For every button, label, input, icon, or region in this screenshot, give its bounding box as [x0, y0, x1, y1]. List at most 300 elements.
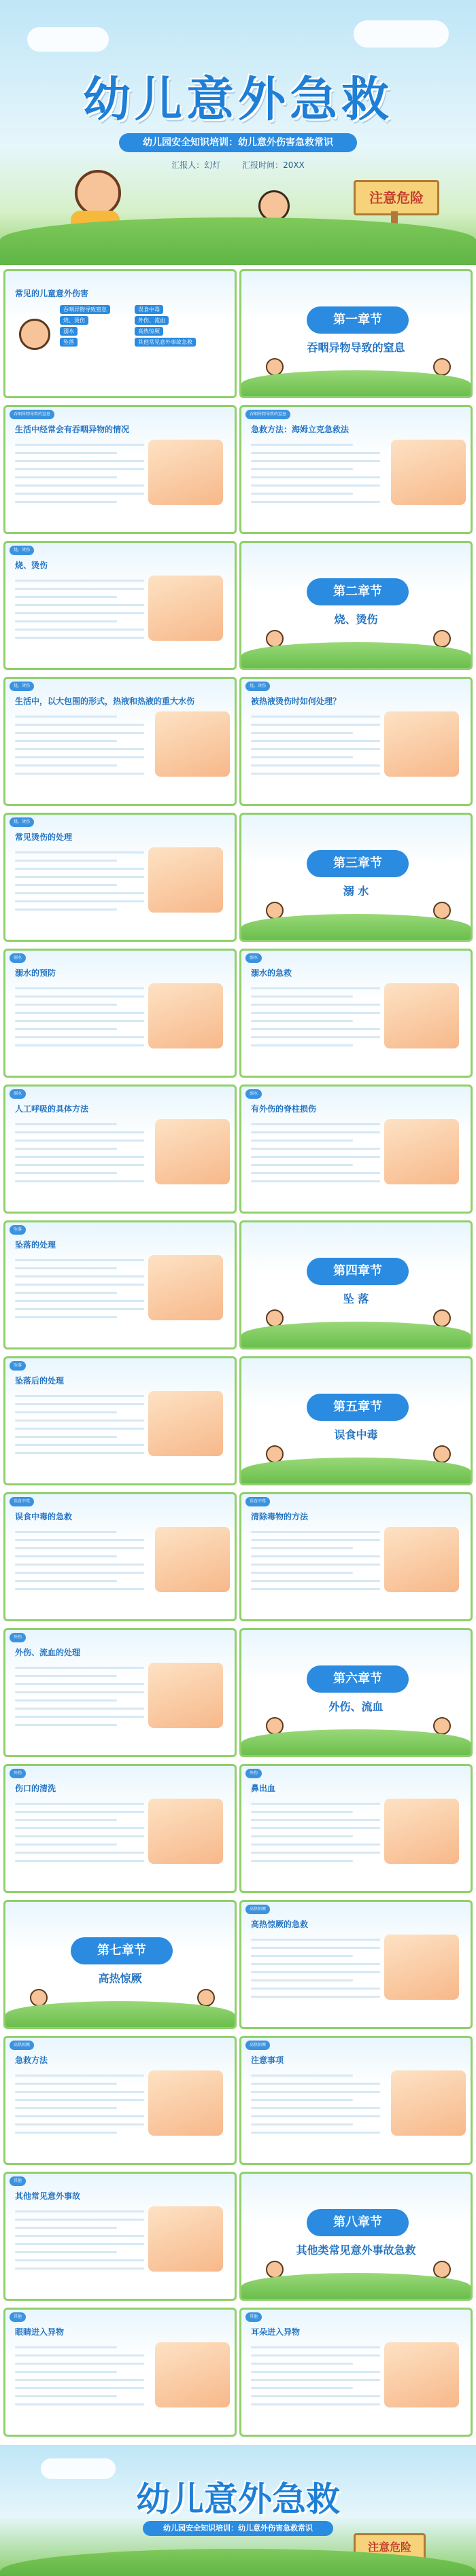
- slide-header-tag: 溺水: [10, 1089, 26, 1099]
- text-line-placeholder: [15, 1667, 144, 1669]
- slide-illustration: [384, 1119, 459, 1184]
- text-line-placeholder: [15, 1148, 117, 1150]
- text-line-placeholder: [15, 460, 144, 462]
- slide-illustration: [384, 1935, 459, 2000]
- text-line-placeholder: [251, 2075, 353, 2077]
- text-line-placeholder: [15, 1835, 144, 1837]
- section-badge: 第三章节: [307, 850, 409, 877]
- text-line-placeholder: [15, 1020, 144, 1022]
- slide-title: 溺水的急救: [251, 968, 292, 978]
- section-badge: 第一章节: [307, 306, 409, 334]
- slide-title: 急救方法: [15, 2055, 48, 2065]
- text-line-placeholder: [15, 1708, 144, 1710]
- slide-title: 高热惊厥的急救: [251, 1920, 309, 1929]
- slide-thumbnail[interactable]: [3, 1764, 237, 1893]
- warning-sign: 注意危险: [354, 180, 439, 215]
- text-line-placeholder: [251, 460, 380, 462]
- slide-thumbnail[interactable]: [239, 1900, 473, 2029]
- text-line-placeholder: [15, 851, 144, 853]
- section-title: 外伤、流血: [328, 1700, 384, 1713]
- girl-illustration: [75, 170, 121, 216]
- grass-decoration: [241, 2273, 471, 2299]
- slide-header-tag: 烧、烫伤: [10, 546, 34, 555]
- text-line-placeholder: [15, 1860, 144, 1862]
- slide-thumbnail[interactable]: [239, 1220, 473, 1349]
- text-line-placeholder: [15, 1316, 117, 1318]
- text-line-placeholder: [15, 2251, 117, 2253]
- section-badge: 第二章节: [307, 578, 409, 605]
- text-line-placeholder: [15, 1531, 117, 1533]
- toc-item: 其他常见意外事故急救: [135, 338, 196, 347]
- slide-title: 生活中，以大包围的形式，热液和热液的重大水伤: [15, 696, 195, 706]
- slide-thumbnail[interactable]: [239, 949, 473, 1078]
- child-illustration: [197, 1989, 215, 2007]
- text-line-placeholder: [251, 1580, 380, 1582]
- text-line-placeholder: [15, 1259, 144, 1261]
- text-line-placeholder: [15, 2083, 117, 2085]
- text-line-placeholder: [251, 732, 353, 734]
- text-line-placeholder: [15, 732, 144, 734]
- text-line-placeholder: [251, 1819, 380, 1821]
- slide-illustration: [148, 576, 223, 641]
- section-title: 吞咽异物导致的窒息: [307, 341, 405, 354]
- text-line-placeholder: [15, 1803, 144, 1805]
- child-illustration: [433, 902, 451, 919]
- text-line-placeholder: [251, 493, 353, 495]
- slide-thumbnail[interactable]: [239, 1356, 473, 1485]
- slide-title: 溺水的预防: [15, 968, 56, 978]
- text-line-placeholder: [251, 444, 353, 446]
- text-line-placeholder: [251, 2403, 380, 2405]
- cover-meta: [0, 159, 476, 171]
- text-line-placeholder: [15, 1028, 117, 1030]
- text-line-placeholder: [251, 1843, 380, 1846]
- slide-illustration: [148, 2070, 223, 2136]
- text-line-placeholder: [15, 2075, 144, 2077]
- text-line-placeholder: [15, 1292, 117, 1294]
- text-line-placeholder: [15, 740, 117, 742]
- text-line-placeholder: [15, 1716, 144, 1718]
- text-line-placeholder: [251, 716, 380, 718]
- cloud-decoration: [354, 20, 449, 48]
- text-line-placeholder: [251, 2123, 353, 2125]
- text-line-placeholder: [15, 860, 117, 862]
- slide-thumbnail[interactable]: [3, 949, 237, 1078]
- text-line-placeholder: [15, 2354, 144, 2357]
- text-line-placeholder: [15, 1403, 144, 1405]
- presenter-text: 汇报人：幻灯: [171, 160, 221, 170]
- slide-illustration: [384, 1799, 459, 1864]
- toc-item: 误食中毒: [135, 305, 163, 314]
- section-title: 误食中毒: [334, 1428, 378, 1441]
- text-line-placeholder: [15, 1547, 144, 1549]
- grass-decoration: [241, 1458, 471, 1483]
- text-line-placeholder: [15, 604, 144, 606]
- text-line-placeholder: [251, 1852, 380, 1854]
- section-badge: 第五章节: [307, 1394, 409, 1421]
- text-line-placeholder: [15, 2219, 144, 2221]
- text-line-placeholder: [251, 995, 353, 998]
- text-line-placeholder: [251, 1547, 353, 1549]
- text-line-placeholder: [251, 1835, 353, 1837]
- grass-decoration: [0, 217, 476, 265]
- slide-header-tag: 溺水: [10, 953, 26, 963]
- text-line-placeholder: [15, 588, 144, 590]
- slide-title: 清除毒物的方法: [251, 1512, 309, 1521]
- text-line-placeholder: [251, 1555, 380, 1557]
- child-illustration: [433, 1309, 451, 1327]
- text-line-placeholder: [15, 2268, 144, 2270]
- text-line-placeholder: [15, 1395, 144, 1397]
- warning-sign: 注意危险: [354, 2533, 426, 2562]
- date-text: 汇报时间：20XX: [242, 160, 305, 170]
- text-line-placeholder: [15, 2259, 144, 2261]
- text-line-placeholder: [15, 444, 144, 446]
- slide-thumbnail[interactable]: [3, 541, 237, 670]
- text-line-placeholder: [15, 1699, 117, 1701]
- text-line-placeholder: [15, 580, 144, 582]
- slide-thumbnail[interactable]: [3, 1356, 237, 1485]
- text-line-placeholder: [15, 476, 117, 478]
- text-line-placeholder: [251, 764, 380, 766]
- text-line-placeholder: [15, 2387, 144, 2389]
- slide-thumbnail[interactable]: [239, 1084, 473, 1214]
- text-line-placeholder: [15, 748, 144, 750]
- slide-illustration: [148, 2206, 223, 2272]
- text-line-placeholder: [15, 1691, 144, 1693]
- text-line-placeholder: [251, 484, 380, 487]
- slide-thumbnail[interactable]: [239, 2036, 473, 2165]
- text-line-placeholder: [251, 1172, 380, 1174]
- slide-header-tag: 误食中毒: [245, 1497, 270, 1506]
- text-line-placeholder: [15, 1819, 117, 1821]
- slide-thumbnail[interactable]: [3, 2172, 237, 2301]
- text-line-placeholder: [251, 1988, 380, 1990]
- child-illustration: [433, 630, 451, 648]
- text-line-placeholder: [15, 1180, 144, 1182]
- grass-decoration: [241, 370, 471, 396]
- child-illustration: [433, 2261, 451, 2278]
- toc-item: 溺水: [60, 327, 78, 336]
- slide-thumbnail[interactable]: [3, 2036, 237, 2165]
- slide-thumbnail[interactable]: [239, 2308, 473, 2437]
- slide-header-tag: 坠落: [10, 1361, 26, 1371]
- text-line-placeholder: [251, 748, 380, 750]
- text-line-placeholder: [15, 1284, 144, 1286]
- text-line-placeholder: [15, 1827, 144, 1829]
- cloud-decoration: [27, 27, 109, 52]
- text-line-placeholder: [15, 2395, 117, 2397]
- text-line-placeholder: [15, 1444, 144, 1446]
- slide-thumbnail[interactable]: [239, 813, 473, 942]
- section-badge: 第四章节: [307, 1258, 409, 1285]
- slide-header-tag: 烧、烫伤: [245, 682, 270, 691]
- slide-thumbnail[interactable]: [239, 405, 473, 534]
- text-line-placeholder: [251, 1004, 380, 1006]
- slide-header-tag: 其他: [10, 2176, 26, 2186]
- text-line-placeholder: [251, 2379, 380, 2381]
- text-line-placeholder: [15, 1852, 144, 1854]
- text-line-placeholder: [251, 2371, 380, 2373]
- slide-title: 被热液烫伤时如何处理？: [251, 696, 341, 706]
- text-line-placeholder: [251, 1947, 380, 1949]
- grass-decoration: [241, 1322, 471, 1347]
- text-line-placeholder: [251, 1156, 380, 1158]
- text-line-placeholder: [251, 476, 380, 478]
- text-line-placeholder: [15, 2371, 117, 2373]
- toc-item: 高热惊厥: [135, 327, 163, 336]
- slide-header-tag: 外伤: [10, 1769, 26, 1778]
- slide-header-tag: 烧、烫伤: [10, 817, 34, 827]
- ending-title: 幼儿意外急救: [136, 2480, 340, 2519]
- text-line-placeholder: [251, 1131, 380, 1133]
- section-title: 其他类常见意外事故急救: [296, 2244, 416, 2257]
- text-line-placeholder: [15, 1156, 144, 1158]
- text-line-placeholder: [15, 2403, 144, 2405]
- slide-thumbnail[interactable]: [3, 1084, 237, 1214]
- text-line-placeholder: [251, 1827, 380, 1829]
- slide-thumbnail[interactable]: [239, 1628, 473, 1757]
- slide-header-tag: 其他: [10, 2312, 26, 2322]
- text-line-placeholder: [251, 1860, 353, 1862]
- slide-header-tag: 坠落: [10, 1225, 26, 1235]
- slide-thumbnail[interactable]: [3, 1628, 237, 1757]
- slide-header-tag: 外伤: [10, 1633, 26, 1642]
- slide-title: 误食中毒的急救: [15, 1512, 73, 1521]
- section-badge: 第八章节: [307, 2209, 409, 2236]
- text-line-placeholder: [251, 987, 380, 989]
- text-line-placeholder: [251, 1028, 380, 1030]
- cover-subtitle: 幼儿园安全知识培训：幼儿意外伤害急救常识: [119, 133, 357, 152]
- text-line-placeholder: [15, 995, 144, 998]
- slide-title: 鼻出血: [251, 1784, 276, 1793]
- slide-title: 常见的儿童意外伤害: [15, 289, 89, 298]
- text-line-placeholder: [15, 892, 144, 894]
- text-line-placeholder: [15, 1275, 144, 1277]
- text-line-placeholder: [15, 620, 117, 622]
- grass-decoration: [241, 914, 471, 940]
- slide-illustration: [384, 711, 459, 777]
- cover-slide: [0, 0, 476, 265]
- text-line-placeholder: [15, 1539, 144, 1541]
- slide-title: 生活中经常会有吞咽异物的情况: [15, 425, 130, 434]
- text-line-placeholder: [15, 756, 144, 758]
- text-line-placeholder: [251, 2099, 353, 2101]
- text-line-placeholder: [15, 1012, 144, 1014]
- text-line-placeholder: [251, 1539, 380, 1541]
- slide-thumbnail[interactable]: [3, 813, 237, 942]
- text-line-placeholder: [251, 1164, 353, 1166]
- text-line-placeholder: [15, 468, 144, 470]
- toc-item: 外伤、流血: [135, 316, 169, 325]
- slide-thumbnail[interactable]: [239, 2172, 473, 2301]
- slide-title: 常见烫伤的处理: [15, 832, 73, 842]
- slide-thumbnail[interactable]: [3, 1492, 237, 1621]
- text-line-placeholder: [251, 1811, 353, 1813]
- text-line-placeholder: [15, 1555, 117, 1557]
- text-line-placeholder: [251, 756, 353, 758]
- text-line-placeholder: [15, 501, 117, 503]
- slide-illustration: [384, 983, 459, 1048]
- grass-decoration: [241, 1729, 471, 1755]
- slide-thumbnail[interactable]: [239, 269, 473, 398]
- text-line-placeholder: [251, 1123, 380, 1125]
- slide-illustration: [148, 440, 223, 505]
- text-line-placeholder: [15, 2099, 144, 2101]
- slide-thumbnail[interactable]: [3, 677, 237, 806]
- toc-item: 坠落: [60, 338, 78, 347]
- text-line-placeholder: [15, 2107, 117, 2109]
- text-line-placeholder: [15, 493, 144, 495]
- slide-thumbnail[interactable]: [239, 1492, 473, 1621]
- text-line-placeholder: [15, 1164, 144, 1166]
- text-line-placeholder: [15, 1036, 144, 1038]
- section-title: 烧、烫伤: [334, 613, 378, 626]
- text-line-placeholder: [251, 1955, 353, 1957]
- slide-header-tag: 吞咽异物导致的窒息: [10, 410, 54, 419]
- text-line-placeholder: [15, 2363, 144, 2365]
- text-line-placeholder: [15, 2346, 117, 2348]
- text-line-placeholder: [15, 1452, 144, 1454]
- text-line-placeholder: [251, 1939, 380, 1941]
- text-line-placeholder: [15, 1308, 144, 1310]
- ending-subtitle: 幼儿园安全知识培训：幼儿意外伤害急救常识: [143, 2521, 333, 2536]
- toc-item: 烧、烫伤: [60, 316, 88, 325]
- text-line-placeholder: [251, 468, 353, 470]
- slide-thumbnail[interactable]: [239, 541, 473, 670]
- boy-illustration: [258, 190, 290, 222]
- text-line-placeholder: [251, 1012, 380, 1014]
- slide-illustration: [148, 1799, 223, 1864]
- text-line-placeholder: [15, 1564, 144, 1566]
- text-line-placeholder: [251, 724, 380, 726]
- text-line-placeholder: [15, 1683, 144, 1685]
- text-line-placeholder: [251, 2091, 380, 2093]
- text-line-placeholder: [251, 2346, 380, 2348]
- slide-thumbnail[interactable]: [3, 1900, 237, 2029]
- text-line-placeholder: [251, 1963, 380, 1965]
- text-line-placeholder: [251, 1180, 380, 1182]
- text-line-placeholder: [15, 908, 117, 911]
- text-line-placeholder: [251, 1803, 380, 1805]
- slide-thumbnail[interactable]: [239, 1764, 473, 1893]
- ending-slide: [0, 2445, 476, 2576]
- slide-illustration: [391, 440, 466, 505]
- text-line-placeholder: [15, 1419, 144, 1422]
- slide-illustration: [155, 2342, 230, 2407]
- slide-header-tag: 烧、烫伤: [10, 682, 34, 691]
- slide-title: 急救方法：海姆立克急救法: [251, 425, 350, 434]
- text-line-placeholder: [15, 629, 144, 631]
- slide-header-tag: 溺水: [245, 953, 262, 963]
- text-line-placeholder: [15, 637, 144, 639]
- text-line-placeholder: [15, 1411, 117, 1413]
- text-line-placeholder: [15, 484, 144, 487]
- text-line-placeholder: [15, 1123, 117, 1125]
- child-illustration: [433, 1445, 451, 1463]
- text-line-placeholder: [15, 1588, 144, 1590]
- grass-decoration: [5, 2001, 235, 2027]
- slide-title: 坠落后的处理: [15, 1376, 65, 1386]
- slide-title: 注意事项: [251, 2055, 284, 2065]
- slide-illustration: [155, 1527, 230, 1592]
- text-line-placeholder: [15, 1811, 144, 1813]
- text-line-placeholder: [251, 1036, 380, 1038]
- text-line-placeholder: [251, 2107, 380, 2109]
- slide-title: 伤口的清洗: [15, 1784, 56, 1793]
- section-badge: 第六章节: [307, 1665, 409, 1693]
- text-line-placeholder: [251, 2395, 380, 2397]
- text-line-placeholder: [251, 1044, 353, 1046]
- text-line-placeholder: [15, 1436, 117, 1438]
- text-line-placeholder: [251, 1979, 353, 1981]
- text-line-placeholder: [15, 1131, 144, 1133]
- slide-thumbnail[interactable]: [239, 677, 473, 806]
- text-line-placeholder: [251, 1148, 380, 1150]
- text-line-placeholder: [15, 1843, 117, 1846]
- text-line-placeholder: [15, 2115, 144, 2117]
- text-line-placeholder: [15, 884, 117, 886]
- slide-thumbnail[interactable]: [3, 269, 237, 398]
- slide-illustration: [148, 847, 223, 913]
- text-line-placeholder: [251, 2363, 353, 2365]
- text-line-placeholder: [251, 1588, 380, 1590]
- text-line-placeholder: [15, 1044, 144, 1046]
- text-line-placeholder: [15, 1172, 117, 1174]
- section-title: 高热惊厥: [98, 1972, 142, 1985]
- text-line-placeholder: [251, 2083, 380, 2085]
- slide-thumbnail[interactable]: [3, 1220, 237, 1349]
- slide-thumbnail[interactable]: [3, 405, 237, 534]
- slide-header-tag: 高热惊厥: [245, 1905, 270, 1914]
- slide-title: 外伤、流血的处理: [15, 1648, 81, 1657]
- slide-illustration: [155, 711, 230, 777]
- text-line-placeholder: [251, 2387, 353, 2389]
- slide-illustration: [148, 1255, 223, 1320]
- text-line-placeholder: [15, 1300, 144, 1302]
- text-line-placeholder: [15, 596, 117, 598]
- text-line-placeholder: [15, 2243, 144, 2245]
- slide-header-tag: 吞咽异物导致的窒息: [245, 410, 290, 419]
- slide-thumbnail[interactable]: [3, 2308, 237, 2437]
- slide-illustration: [148, 1391, 223, 1456]
- text-line-placeholder: [251, 1996, 380, 1998]
- section-title: 坠 落: [343, 1292, 369, 1305]
- text-line-placeholder: [15, 452, 117, 454]
- slide-title: 耳朵进入异物: [251, 2327, 301, 2337]
- text-line-placeholder: [15, 868, 144, 870]
- slide-header-tag: 高热惊厥: [245, 2041, 270, 2050]
- text-line-placeholder: [15, 987, 144, 989]
- slide-illustration: [384, 1527, 459, 1592]
- text-line-placeholder: [15, 764, 117, 766]
- text-line-placeholder: [251, 1564, 380, 1566]
- text-line-placeholder: [251, 773, 380, 775]
- slide-title: 人工呼吸的具体方法: [15, 1104, 89, 1114]
- text-line-placeholder: [15, 1004, 117, 1006]
- text-line-placeholder: [15, 876, 144, 878]
- text-line-placeholder: [251, 1971, 380, 1973]
- toc-item: 吞咽异物导致窒息: [60, 305, 110, 314]
- text-line-placeholder: [15, 1572, 144, 1574]
- text-line-placeholder: [15, 900, 144, 902]
- cover-title: 幼儿意外急救: [83, 71, 393, 127]
- slide-header-tag: 溺水: [245, 1089, 262, 1099]
- child-illustration: [433, 358, 451, 376]
- slide-illustration: [384, 2342, 459, 2407]
- slide-header-tag: 高热惊厥: [10, 2041, 34, 2050]
- text-line-placeholder: [251, 740, 380, 742]
